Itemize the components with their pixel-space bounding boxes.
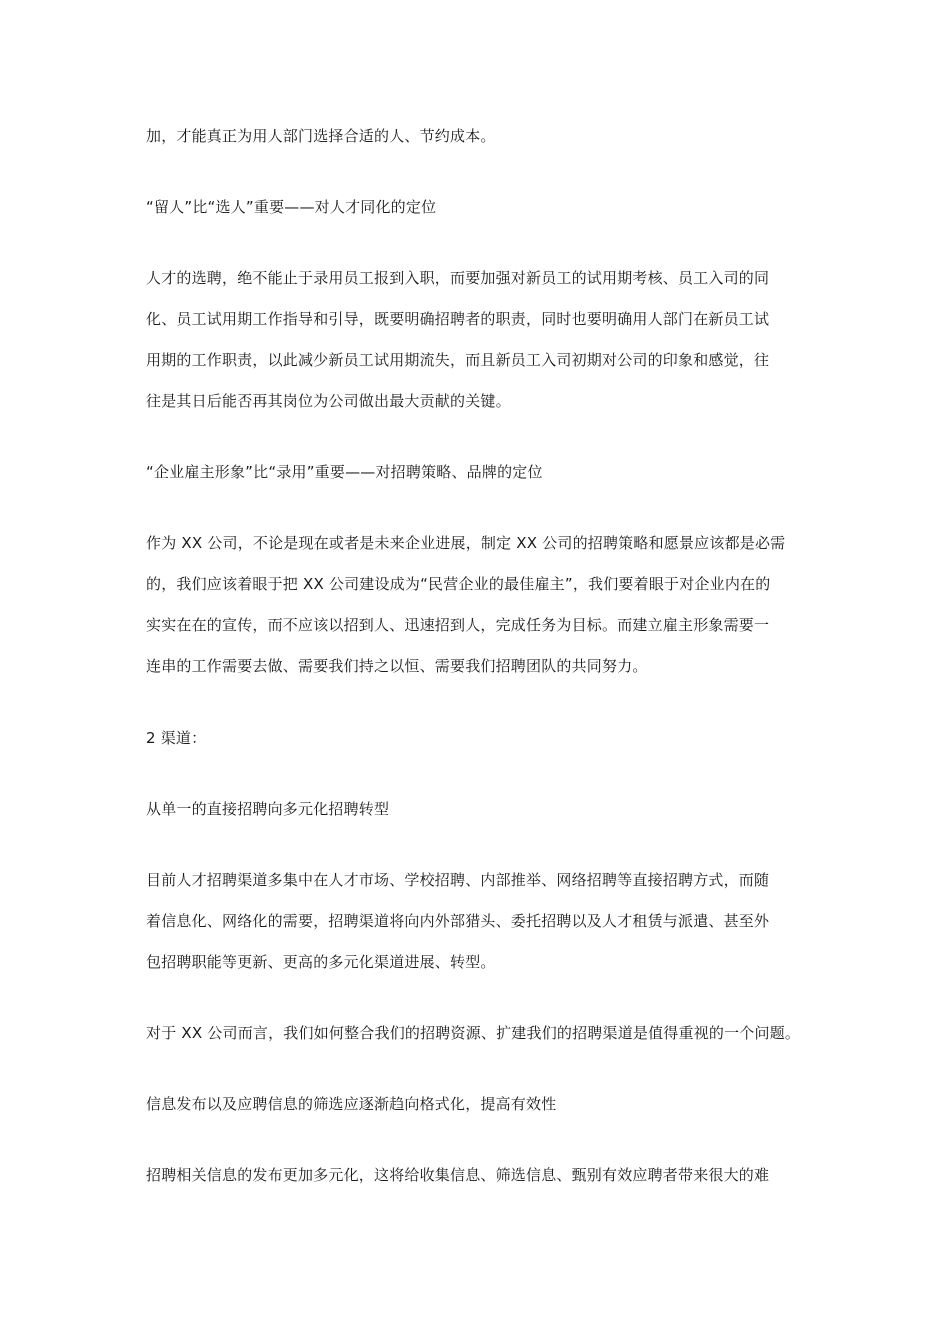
text-line: 目前人才招聘渠道多集中在人才市场、学校招聘、内部推举、网络招聘等直接招聘方式，而随	[146, 871, 770, 889]
text-line: 招聘相关信息的发布更加多元化，这将给收集信息、筛选信息、甄别有效应聘者带来很大的难	[146, 1166, 770, 1184]
heading-text: 从单一的直接招聘向多元化招聘转型	[146, 800, 390, 818]
heading-diversification	[146, 789, 814, 830]
heading-text: “留人”比“选人”重要——对人才同化的定位	[146, 198, 437, 216]
text-line: 包招聘职能等更新、更高的多元化渠道进展、转型。	[146, 953, 496, 971]
text-line: 化、员工试用期工作指导和引导，既要明确招聘者的职责，同时也要明确用人部门在新员工试	[146, 310, 770, 328]
heading-employer-brand	[146, 452, 814, 493]
text-line: 加，才能真正为用人部门选择合适的人、节约成本。	[146, 127, 496, 145]
paragraph-company-channels	[146, 1013, 814, 1054]
text-line: 作为 XX 公司，不论是现在或者是未来企业进展，制定 XX 公司的招聘策略和愿景应该都是必需	[146, 534, 786, 552]
paragraph-assimilation	[146, 258, 814, 422]
paragraph-channel-trends	[146, 860, 814, 983]
text-line: 连串的工作需要去做、需要我们持之以恒、需要我们招聘团队的共同努力。	[146, 657, 648, 675]
text-line: 用期的工作职责，以此减少新员工试用期流失，而且新员工入司初期对公司的印象和感觉，往	[146, 351, 770, 369]
text-line: 着信息化、网络化的需要，招聘渠道将向内外部猎头、委托招聘以及人才租赁与派遣、甚至外	[146, 912, 770, 930]
text-line: 实实在在的宣传，而不应该以招到人、迅速招到人，完成任务为目标。而建立雇主形象需要一	[146, 616, 770, 634]
heading-info-screening	[146, 1084, 814, 1125]
text-line: 往是其日后能否再其岗位为公司做出最大贡献的关键。	[146, 392, 511, 410]
text-line: 对于 XX 公司而言，我们如何整合我们的招聘资源、扩建我们的招聘渠道是值得重视的一个问题。	[146, 1024, 801, 1042]
heading-channels	[146, 718, 814, 759]
heading-text: “企业雇主形象”比“录用”重要——对招聘策略、品牌的定位	[146, 463, 543, 481]
paragraph-info-release	[146, 1155, 814, 1196]
heading-retention	[146, 187, 814, 228]
paragraph-strategy	[146, 523, 814, 687]
paragraph-cost	[146, 116, 814, 157]
heading-text: 信息发布以及应聘信息的筛选应逐渐趋向格式化，提高有效性	[146, 1095, 557, 1113]
text-line: 的，我们应该着眼于把 XX 公司建设成为“民营企业的最佳雇主”，我们要着眼于对企业内在的	[146, 575, 771, 593]
heading-text: 2 渠道：	[146, 729, 207, 747]
text-line: 人才的选聘，绝不能止于录用员工报到入职，而要加强对新员工的试用期考核、员工入司的同	[146, 269, 770, 287]
